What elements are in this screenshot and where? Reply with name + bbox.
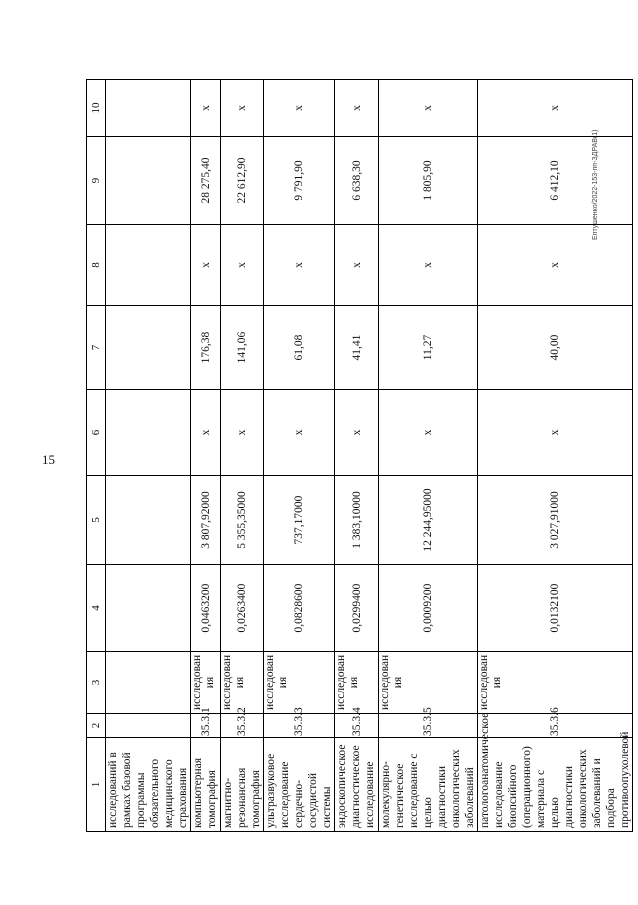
table-cell: 11,27 (379, 306, 478, 390)
service-name: молекулярно-генетическое исследование с целью диагностики онкологических заболеваний (379, 738, 478, 832)
tariff-table (86, 79, 633, 832)
table-cell: х (221, 390, 264, 476)
table-cell: 0,0299400 (335, 565, 379, 652)
table-cell: 0,0132100 (478, 565, 633, 652)
table-header-row (87, 80, 106, 832)
table-cell: 0,0263400 (221, 565, 264, 652)
page-number: 15 (42, 452, 55, 467)
row-code: 35.3.5 (379, 714, 478, 738)
unit-cell: исследован ия (478, 652, 633, 714)
table-cell: 5 355,35000 (221, 476, 264, 565)
unit-cell: исследован ия (221, 652, 264, 714)
table-cell: х (379, 80, 478, 137)
row-code: 35.3.6 (478, 714, 633, 738)
column-header: 3 (87, 652, 106, 714)
table-cell: х (191, 80, 221, 137)
table-cell: 61,08 (264, 306, 335, 390)
table-cell: х (335, 225, 379, 306)
table-cell: х (264, 80, 335, 137)
footer-code: Ептушенко/2022-153-пп-ЗДРАВ(1) (592, 129, 599, 240)
service-name: ультразвуковое исследование сердечно-сосудистой системы (264, 738, 335, 832)
column-header: 4 (87, 565, 106, 652)
unit-cell: исследован ия (264, 652, 335, 714)
column-header: 1 (87, 738, 106, 832)
table-cell: 3 807,92000 (191, 476, 221, 565)
table-cell: х (264, 225, 335, 306)
row-code: 35.3.1 (191, 714, 221, 738)
table-cell: 737,17000 (264, 476, 335, 565)
table-cell: 0,0463200 (191, 565, 221, 652)
column-header: 6 (87, 390, 106, 476)
table-cell (106, 565, 191, 652)
table-row (379, 80, 478, 832)
table-cell: 1 805,90 (379, 137, 478, 225)
table-row (264, 80, 335, 832)
table-cell: 22 612,90 (221, 137, 264, 225)
table-cell: х (191, 225, 221, 306)
table-cell: 141,06 (221, 306, 264, 390)
table-cell (106, 137, 191, 225)
column-header: 10 (87, 80, 106, 137)
service-name: патологоанатомическое исследование биопсийного (операционного) материала с целью диагностики онкологических заболеваний и подбора противоопухолевой (478, 738, 633, 832)
table-cell: 6 638,30 (335, 137, 379, 225)
table-cell: 3 027,91000 (478, 476, 633, 565)
column-header: 7 (87, 306, 106, 390)
table-cell (106, 306, 191, 390)
table-row (106, 80, 191, 832)
row-code: 35.3.3 (264, 714, 335, 738)
table-cell: 9 791,90 (264, 137, 335, 225)
column-header: 8 (87, 225, 106, 306)
table-row (221, 80, 264, 832)
table-cell: х (478, 80, 633, 137)
table-cell: 1 383,10000 (335, 476, 379, 565)
table-cell: 0,0009200 (379, 565, 478, 652)
table-cell: 28 275,40 (191, 137, 221, 225)
unit-cell (106, 652, 191, 714)
table-cell: х (335, 80, 379, 137)
column-header: 9 (87, 137, 106, 225)
table-row (191, 80, 221, 832)
service-name: исследований в рамках базовой программы обязательного медицинского страхования (106, 738, 191, 832)
table-cell: 40,00 (478, 306, 633, 390)
table-cell: х (191, 390, 221, 476)
service-name: эндоскопическое диагностическое исследование (335, 738, 379, 832)
table-cell: х (379, 390, 478, 476)
row-code (106, 714, 191, 738)
unit-cell: исследован ия (335, 652, 379, 714)
table-cell: х (221, 80, 264, 137)
service-name: магнитно-резонансная томография (221, 738, 264, 832)
table-cell: х (264, 390, 335, 476)
table-cell: 176,38 (191, 306, 221, 390)
table-cell: 41,41 (335, 306, 379, 390)
table-cell: х (478, 225, 633, 306)
table-cell: 12 244,95000 (379, 476, 478, 565)
table-cell: х (478, 390, 633, 476)
table-cell (106, 225, 191, 306)
table-cell: 0,0828600 (264, 565, 335, 652)
table-cell: х (335, 390, 379, 476)
row-code: 35.3.4 (335, 714, 379, 738)
table-cell: х (221, 225, 264, 306)
table-cell: 6 412,10 (478, 137, 633, 225)
table-row (335, 80, 379, 832)
row-code: 35.3.2 (221, 714, 264, 738)
table-cell (106, 80, 191, 137)
service-name: компьютерная томография (191, 738, 221, 832)
column-header: 2 (87, 714, 106, 738)
table-row (478, 80, 633, 832)
table-cell (106, 476, 191, 565)
table-cell (106, 390, 191, 476)
unit-cell: исследован ия (191, 652, 221, 714)
unit-cell: исследован ия (379, 652, 478, 714)
table-cell: х (379, 225, 478, 306)
column-header: 5 (87, 476, 106, 565)
